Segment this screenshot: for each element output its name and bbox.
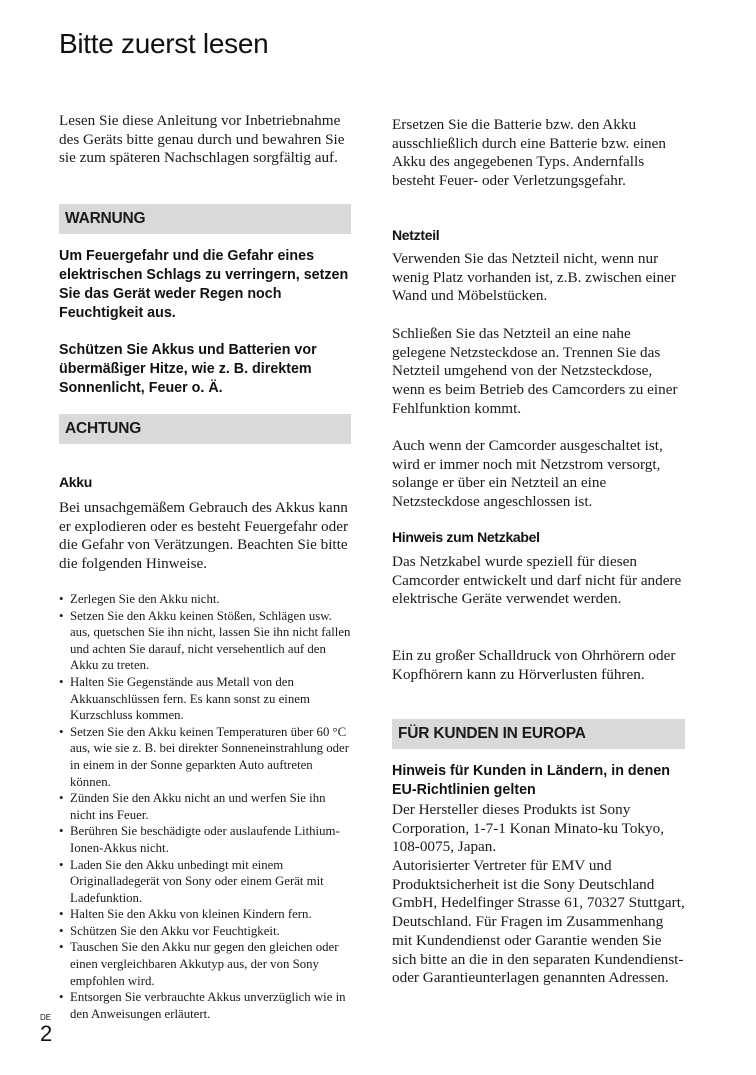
list-item: • Setzen Sie den Akku keinen Stößen, Schlägen usw. aus, quetschen Sie ihn nicht, lassen Sie ihn nicht fallen und achten Sie darauf, nicht versehentlich auf den Akku zu treten. [59, 608, 351, 674]
list-item: • Halten Sie Gegenstände aus Metall von den Akkuanschlüssen fern. Es kann sonst zu einem Kurzschluss kommen. [59, 674, 351, 724]
list-item: • Entsorgen Sie verbrauchte Akkus unverzüglich wie in den Anweisungen erläutert. [59, 989, 351, 1022]
manufacturer-paragraph: Der Hersteller dieses Produkts ist Sony Corporation, 1-7-1 Konan Minato-ku Tokyo, 108-0075, Japan. [392, 801, 664, 856]
headphone-warning: Ein zu großer Schalldruck von Ohrhörern oder Kopfhörern kann zu Hörverlusten führen. [392, 647, 676, 683]
page-number [40, 1013, 52, 1045]
warnung-paragraph-2: Schützen Sie Akkus und Batterien vor übermäßiger Hitze, wie z. B. direktem Sonnenlicht, Feuer o. Ä. [59, 342, 317, 396]
achtung-heading: ACHTUNG [59, 414, 351, 444]
list-item: • Berühren Sie beschädigte oder auslaufende Lithium-Ionen-Akkus nicht. [59, 823, 351, 856]
akku-heading: Akku [59, 474, 93, 490]
list-item: • Schützen Sie den Akku vor Feuchtigkeit. [59, 923, 351, 940]
warnung-paragraph-1: Um Feuergefahr und die Gefahr eines elektrischen Schlags zu verringern, setzen Sie das Gerät weder Regen noch Feuchtigkeit aus. [59, 248, 349, 321]
intro-paragraph: Lesen Sie diese Anleitung vor Inbetriebnahme des Geräts bitte genau durch und bewahren Sie sie zum späteren Nachschlagen sorgfältig auf. [59, 112, 345, 167]
list-item: • Zünden Sie den Akku nicht an und werfen Sie ihn nicht ins Feuer. [59, 790, 351, 823]
list-item: • Tauschen Sie den Akku nur gegen den gleichen oder einen vergleichbaren Akkutyp aus, der von Sony empfohlen wird. [59, 939, 351, 989]
netzkabel-heading: Hinweis zum Netzkabel [392, 529, 540, 545]
list-item: • Laden Sie den Akku unbedingt mit einem Originalladegerät von Sony oder einem Gerät mit Ladefunktion. [59, 857, 351, 907]
list-item: • Halten Sie den Akku von kleinen Kindern fern. [59, 906, 351, 923]
representative-paragraph: Autorisierter Vertreter für EMV und Produktsicherheit ist die Sony Deutschland GmbH, Hedelfinger Strasse 61, 70327 Stuttgart, Deutschland. Für Fragen im Zusammenhang mit Kundendienst oder Garantie wenden Sie sich bitte an die in den separaten Kundendienst- oder Garantieunterlagen genannten Adressen. [392, 857, 685, 987]
europa-subheading: Hinweis für Kunden in Ländern, in denen EU-Richtlinien gelten [392, 763, 671, 798]
akku-bullet-list [59, 591, 351, 1022]
netzteil-paragraph-2: Schließen Sie das Netzteil an eine nahe gelegene Netzsteckdose an. Trennen Sie das Netzteil umgehend von der Netzsteckdose, wenn es beim Betrieb des Camcorders zu einer Fehlfunktion kommt. [392, 325, 678, 417]
netzteil-paragraph-1: Verwenden Sie das Netzteil nicht, wenn nur wenig Platz vorhanden ist, z.B. zwischen einer Wand und Möbelstücken. [392, 250, 676, 305]
akku-intro: Bei unsachgemäßem Gebrauch des Akkus kann er explodieren oder es besteht Feuergefahr oder die Gefahr von Verätzungen. Beachten Sie bitte die folgenden Hinweise. [59, 499, 348, 573]
warnung-heading: WARNUNG [59, 204, 351, 234]
battery-replacement-note: Ersetzen Sie die Batterie bzw. den Akku ausschließlich durch eine Batterie bzw. einen Akku des angegebenen Typs. Andernfalls besteht Feuer- oder Verletzungsgefahr. [392, 116, 666, 190]
page-number-value: 2 [40, 1021, 53, 1046]
list-item: • Setzen Sie den Akku keinen Temperaturen über 60 °C aus, wie sie z. B. bei direkter Sonneneinstrahlung oder in einem in der Sonne geparkten Auto auftreten können. [59, 724, 351, 790]
page-title: Bitte zuerst lesen [59, 28, 269, 59]
netzteil-paragraph-3: Auch wenn der Camcorder ausgeschaltet ist, wird er immer noch mit Netzstrom versorgt, solange er über ein Netzteil an eine Netzsteckdose angeschlossen ist. [392, 437, 663, 511]
europa-heading: FÜR KUNDEN IN EUROPA [392, 719, 685, 749]
netzteil-heading: Netzteil [392, 227, 440, 243]
netzkabel-paragraph: Das Netzkabel wurde speziell für diesen Camcorder entwickelt und darf nicht für andere elektrische Geräte verwendet werden. [392, 553, 682, 608]
language-tag: DE [40, 1013, 52, 1022]
list-item: • Zerlegen Sie den Akku nicht. [59, 591, 351, 608]
